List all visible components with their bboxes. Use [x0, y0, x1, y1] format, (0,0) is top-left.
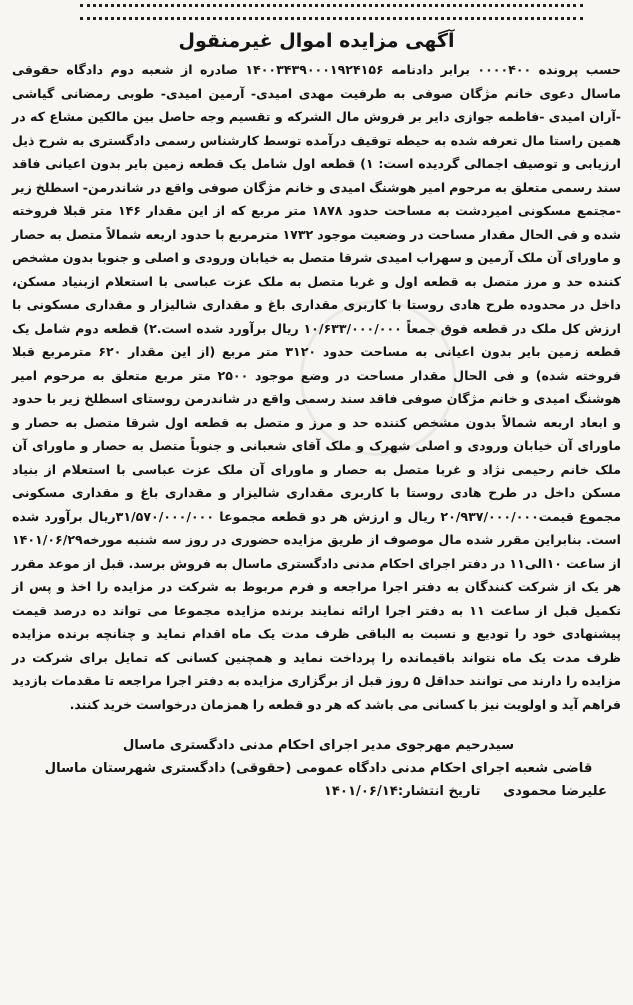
judge-name: علیرضا محمودی: [503, 784, 607, 799]
signature-line-name-date: [30, 780, 607, 803]
signature-line-manager: سیدرحیم مهرجوی مدیر اجرای احکام مدنی دادگستری ماسال: [122, 738, 515, 753]
signature-block: [10, 734, 623, 803]
notice-title: آگهی مزایده اموال غیرمنقول: [178, 30, 455, 52]
publish-date: تاریخ انتشار:۱۴۰۱/۰۶/۱۴: [323, 784, 481, 799]
top-dotted-rule: [80, 4, 583, 20]
notice-body: حسب پرونده ۰۰۰۰۴۰۰ برابر دادنامه ۱۴۰۰۳۴۳۹۰۰۰۱۹۲۴۱۵۶ صادره از شعبه دوم دادگاه حقوقی ماسال دعوی خانم مژگان صوفی به طرفیت مهدی امیدی- آرمین امیدی- طوبی رمضانی گیاشی -آران امیدی -فاطمه جوازی دایر بر فروش مال الشرکه و تقسیم وجه حاصل بین مالکین مشاع که در همین راستا مال تعرفه شده به حیطه توقیف درآمده توسط کارشناس رسمی دادگستری به شرح ذیل ارزیابی و توصیف اجمالی گردیده است: ۱) قطعه اول شامل یک قطعه زمین بایر بدون اعیانی فاقد سند رسمی متعلق به مرحوم امیر هوشنگ امیدی و خانم مژگان صوفی واقع در شاندرمن- اسطلخ زیر -مجتمع مسکونی امیردشت به مساحت حدود ۱۸۷۸ متر مربع که از این مقدار ۱۴۶ متر قبلا فروخته شده و فی الحال مقدار مساحت در وضعیت موجود ۱۷۳۲ مترمربع با حدود اربعه شمالاً متصل به حصار و ماورای آن ملک آرمین و سهراب امیدی شرقا متصل به خیابان ورودی و اصلی و جنوبا بدون مشخص کننده حد و مرز متصل به قطعه اول و غربا متصل به ملک عزت عباسی با استعلام ازبنیاد مسکن، داخل در محدوده طرح هادی روستا با کاربری مقداری باغ و مقداری شالیزار و مقداری مسکونی با ارزش کل ملک در قطعه فوق جمعاً ۱۰/۶۳۳/۰۰۰/۰۰۰ ریال برآورد شده است.۲) قطعه دوم شامل یک قطعه زمین بایر بدون اعیانی به مساحت حدود ۳۱۲۰ متر مربع (از این مقدار ۶۲۰ مترمربع قبلا فروخته شده) و فی الحال مقدار مساحت در وضع موجود ۲۵۰۰ متر مربع متعلق به مرحوم امیر هوشنگ امیدی و خانم مژگان صوفی فاقد سند رسمی واقع در شاندرمن روستای اسطلخ زیر با حدود و ابعاد اربعه شمالاً بدون مشخص کننده حد و مرز و متصل به قطعه اول شرقا متصل به حصار و ماورای آن خیابان ورودی و اصلی شهرک و ملک آقای شعبانی و جنوباً متصل به حصار و ماورای آن ملک خانم رحیمی نژاد و غربا متصل به حصار و ماورای آن ملک عزت عباسی با استعلام از بنیاد مسکن داخل در طرح هادی روستا با کاربری مقداری شالیزار و مقداری باغ و مقداری مسکونی مجموع قیمت۲۰/۹۳۷/۰۰۰/۰۰۰ ریال و ارزش هر دو قطعه مجموعا ۳۱/۵۷۰/۰۰۰/۰۰۰ریال برآورد شده است. بنابراین مقرر شده مال موصوف از طریق مزایده حضوری در روز سه شنبه مورخه۱۴۰۱/۰۶/۲۹ از ساعت ۱۰الی۱۱ در دفتر اجرای احکام مدنی دادگستری ماسال به فروش برسد. قبل از موعد مقرر هر یک از شرکت کنندگان به دفتر اجرا مراجعه و فرم مربوط به شرکت در مزایده را اخذ و پس از تکمیل قبل از ساعت ۱۱ به دفتر اجرا ارائه نمایند برنده مزایده مجموعا می تواند ده درصد قیمت پیشنهادی خود را تودیع و نسبت به الباقی ظرف مدت یک ماه اقدام نماید و چنانچه برنده مزایده ظرف مدت یک ماه نتواند باقیمانده را پرداخت نماید و همچنین کسانی که تمایل برای شرکت در مزایده را دارند می توانند حداقل ۵ روز قبل از برگزاری مزایده به دفتر اجرا مراجعه تا مقدمات بازدید فراهم آید و اولویت نیز با کسانی می باشد که هر دو قطعه را همزمان درخواست خرید کنند.: [12, 62, 622, 712]
signature-line-judge: قاضی شعبه اجرای احکام مدنی دادگاه عمومی (حقوقی) دادگستری شهرستان ماسال: [44, 761, 593, 776]
